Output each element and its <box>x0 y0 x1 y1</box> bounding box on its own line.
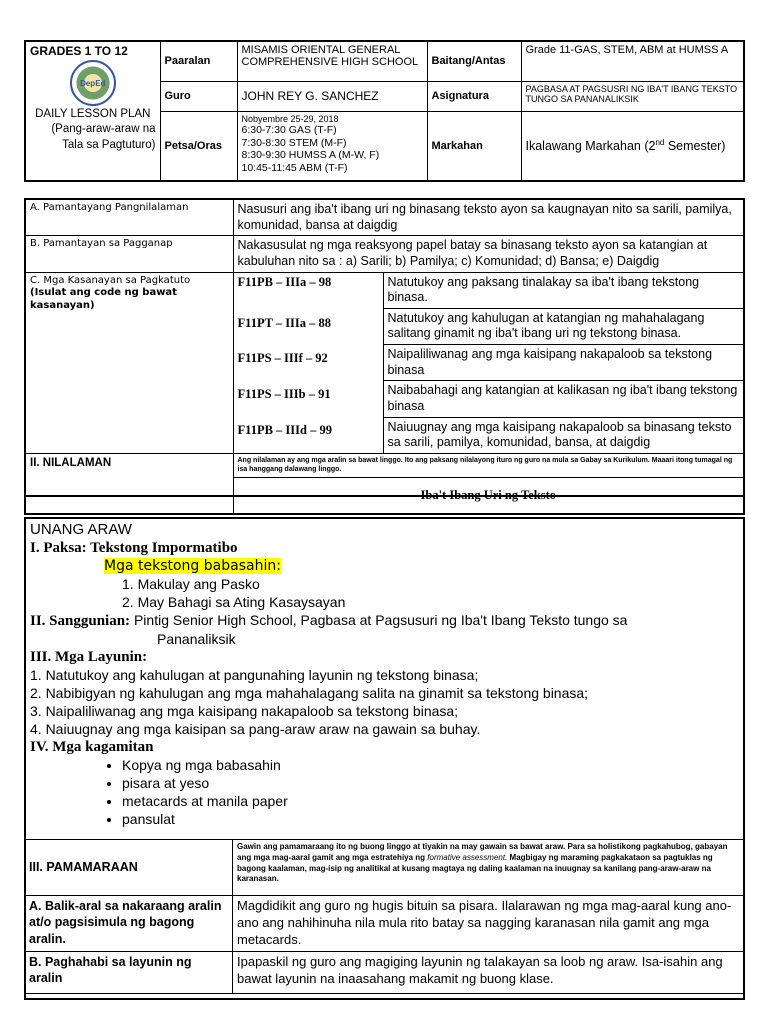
table-bottom-border <box>24 492 745 497</box>
asignatura-value: PAGBASA AT PAGSUSRI NG IBA'T IBANG TEKSTO TUNGO SA PANANALIKSIK <box>521 81 744 111</box>
sanggunian-cont: Pananaliksik <box>157 631 236 647</box>
paaralan-value: MISAMIS ORIENTAL GENERAL COMPREHENSIVE HIGH SCHOOL <box>237 41 427 81</box>
competency-code: F11PB – IIIa – 98 <box>233 272 383 308</box>
nilalaman-note: Ang nilalaman ay ang mga aralin sa bawat linggo. Ito ang paksang nilalayong ituro ng guro na mula sa Gabay sa Kurikulum. Maaari itong tumagal ng isa hanggang dalawang linggo. <box>233 453 744 477</box>
layunin-heading: III. Mga Layunin: <box>30 649 148 665</box>
competency-text: Natutukoy ang kahulugan at katangian ng mahahalagang salitang ginamit ng iba't ibang uri ng tekstong binasa. <box>383 308 744 344</box>
competency-code: F11PT – IIIa – 88 <box>233 308 383 344</box>
balik-aral-value: Magdidikit ang guro ng hugis bituin sa pisara. Ilalarawan ng mga mag-aaral kung ano-ano ang nahihinuha nila mula rito batay sa nagging karanasan nila gamit ang mga metacards. <box>233 896 745 952</box>
kagamitan-item: • metacards at manila paper <box>122 792 739 810</box>
pamamaraan-note: Gawin ang pamamaraang ito ng buong linggo at tiyakin na may gawain sa bawat araw. Para sa holistikong pagkahubog, gabayan ang mga mag-aaral gamit ang mga estratehiya ng formative assessment. Magbigay ng maraming pagkakataon sa pagtuklas ng bagong kaalaman, mag-isip ng analitikal at kusang magtaya ng daling kaalaman na inuugnay sa kanilang pang-araw-araw na karanasan. <box>233 840 745 896</box>
sanggunian-line: II. Sanggunian: Pintig Senior High School, Pagbasa at Pagsusuri ng Iba't Ibang Teksto tungo sa <box>30 612 628 629</box>
markahan-value: Ikalawang Markahan (2nd Semester) <box>521 111 744 181</box>
competency-code: F11PS – IIIf – 92 <box>233 345 383 381</box>
lesson-body <box>24 517 745 1000</box>
layunin-item: 4. Naiuugnay ang mga kaisipan sa pang-araw araw na gawain sa buhay. <box>30 721 481 737</box>
plan-title: DAILY LESSON PLAN <box>35 108 151 120</box>
pamantayang-pangnilalaman-value: Nasusuri ang iba't ibang uri ng binasang teksto ayon sa kaugnayan nito sa sarili, pamilya, komunidad, bansa at daigdig <box>233 199 744 236</box>
guro-value: JOHN REY G. SANCHEZ <box>237 81 427 111</box>
reading-item: 2. May Bahagi sa Ating Kasaysayan <box>122 594 346 610</box>
paksa-line: I. Paksa: Tekstong Impormatibo <box>30 540 238 556</box>
standards-table <box>24 198 745 515</box>
competency-code: F11PB – IIId – 99 <box>233 417 383 453</box>
competency-text: Naipaliliwanag ang mga kaisipang nakapaloob sa tekstong binasa <box>383 345 744 381</box>
paghahabi-label: B. Paghahabi sa layunin ng aralin <box>25 952 233 994</box>
paghahabi-value: Ipapaskil ng guro ang magiging layunin ng talakayan sa loob ng araw. Isa-isahin ang bawat layunin na inaasahang makamit ng buong klase. <box>233 952 745 994</box>
pamantayan-pagganap-label: B. Pamantayan sa Pagganap <box>25 236 233 272</box>
school-info-cell <box>25 41 160 181</box>
kagamitan-heading: IV. Mga kagamitan <box>30 739 154 755</box>
layunin-item: 2. Nabibigyan ng kahulugan ang mga mahahalagang salita na ginamit sa tekstong binasa; <box>30 685 589 701</box>
header-table <box>24 40 745 182</box>
kagamitan-item: • pisara at yeso <box>122 774 739 792</box>
deped-seal-icon: DepEd <box>70 60 116 106</box>
competency-text: Naiuugnay ang mga kaisipang nakapaloob sa binasang teksto sa sarili, pamilya, komunidad, bansa, at daigdig <box>383 417 744 453</box>
kasanayan-label: C. Mga Kasanayan sa Pagkatuto (Isulat ang code ng bawat kasanayan) <box>25 272 233 453</box>
kagamitan-list <box>122 756 739 828</box>
pamantayan-pagganap-value: Nakasusulat ng mga reaksyong papel batay sa binasang teksto ayon sa katangian at kabuluhan nito sa : a) Sarili; b) Pamilya; c) Komunidad; d) Bansa; e) Daigdig <box>233 236 744 272</box>
procedure-table <box>24 839 745 994</box>
pamamaraan-label: III. PAMAMARAAN <box>25 840 233 896</box>
layunin-item: 1. Natutukoy ang kahulugan at pangunahing layunin ng tekstong binasa; <box>30 667 479 683</box>
asignatura-label: Asignatura <box>427 81 521 111</box>
competency-text: Natutukoy ang paksang tinalakay sa iba't ibang tekstong binasa. <box>383 272 744 308</box>
kagamitan-item: • pansulat <box>122 810 739 828</box>
nilalaman-label: II. NILALAMAN <box>25 453 233 514</box>
plan-subtitle: (Pang-araw-araw na Tala sa Pagtuturo) <box>51 123 156 151</box>
baitang-label: Baitang/Antas <box>427 41 521 81</box>
reading-item: 1. Makulay ang Pasko <box>122 576 260 592</box>
petsa-value: Nobyembre 25-29, 2018 6:30-7:30 GAS (T-F) 7:30-8:30 STEM (M-F) 8:30-9:30 HUMSS A (M-W, F) 10:45-11:45 ABM (T-F) <box>237 111 427 181</box>
baitang-value: Grade 11-GAS, STEM, ABM at HUMSS A <box>521 41 744 81</box>
babasahin-heading: Mga tekstong babasahin: <box>104 558 281 574</box>
guro-label: Guro <box>160 81 237 111</box>
day-heading: UNANG ARAW <box>30 521 132 538</box>
petsa-label: Petsa/Oras <box>160 111 237 181</box>
nilalaman-title: Iba't Ibang Uri ng Teksto <box>233 477 744 514</box>
balik-aral-label: A. Balik-aral sa nakaraang aralin at/o pagsisimula ng bagong aralin. <box>25 896 233 952</box>
grades-label: GRADES 1 TO 12 <box>30 44 128 58</box>
competency-code: F11PS – IIIb – 91 <box>233 381 383 417</box>
competency-text: Naibabahagi ang katangian at kalikasan ng iba't ibang tekstong binasa <box>383 381 744 417</box>
kagamitan-item: • Kopya ng mga babasahin <box>122 756 739 774</box>
pamantayang-pangnilalaman-label: A. Pamantayang Pangnilalaman <box>25 199 233 236</box>
layunin-item: 3. Naipaliliwanag ang mga kaisipang nakapaloob sa tekstong binasa; <box>30 703 459 719</box>
markahan-label: Markahan <box>427 111 521 181</box>
paaralan-label: Paaralan <box>160 41 237 81</box>
